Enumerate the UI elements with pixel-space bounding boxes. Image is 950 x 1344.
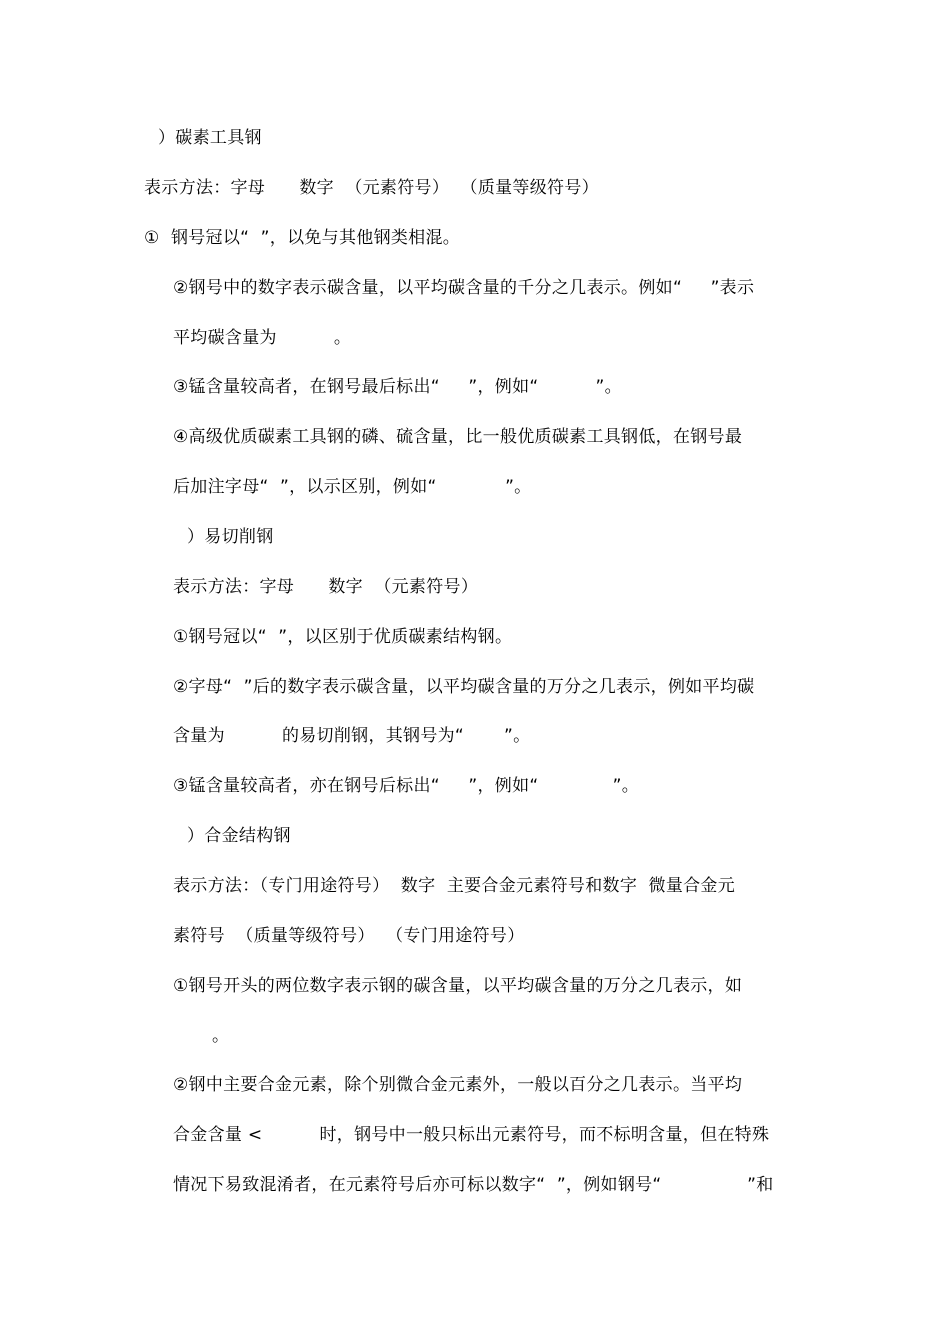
paragraph-line: 合金含量 < 时，钢号中一般只标出元素符号，而不标明含量，但在特殊 [173, 1125, 770, 1145]
paragraph-line: ②字母“ ”后的数字表示碳含量，以平均碳含量的万分之几表示，例如平均碳 [173, 677, 755, 697]
paragraph-line: 平均碳含量为 。 [173, 328, 352, 348]
paragraph-line: 含量为 的易切削钢，其钢号为“ ”。 [173, 726, 531, 746]
paragraph-line: ③锰含量较高者，亦在钢号后标出“ ”，例如“ ”。 [173, 776, 640, 796]
paragraph-line: ①钢号冠以“ ”，以区别于优质碳素结构钢。 [173, 627, 513, 647]
paragraph-line: ③锰含量较高者，在钢号最后标出“ ”，例如“ ”。 [173, 377, 622, 397]
paragraph-line: ① 钢号冠以“ ”，以免与其他钢类相混。 [144, 228, 461, 248]
paragraph-line: ①钢号开头的两位数字表示钢的碳含量，以平均碳含量的万分之几表示，如 [173, 976, 743, 996]
notation-method-line: 表示方法：字母 数字 （元素符号） [173, 577, 479, 597]
section-heading-alloy-structural-steel: ）合金结构钢 [187, 826, 291, 846]
notation-method-line: 表示方法：字母 数字 （元素符号） （质量等级符号） [144, 178, 599, 198]
paragraph-line: 情况下易致混淆者，在元素符号后亦可标以数字“ ”，例如钢号“ ”和 [173, 1175, 774, 1195]
section-heading-free-cutting-steel: ）易切削钢 [187, 527, 274, 547]
paragraph-line: ②钢中主要合金元素，除个别微合金元素外，一般以百分之几表示。当平均 [173, 1075, 743, 1095]
paragraph-line: 。 [212, 1026, 230, 1046]
paragraph-line: 素符号 （质量等级符号） （专门用途符号） [173, 926, 525, 946]
notation-method-line: 表示方法：（专门用途符号） 数字 主要合金元素符号和数字 微量合金元 [173, 876, 736, 896]
paragraph-line: 后加注字母“ ”，以示区别，例如“ ”。 [173, 477, 532, 497]
section-heading-carbon-tool-steel: ）碳素工具钢 [158, 128, 262, 148]
paragraph-line: ②钢号中的数字表示碳含量，以平均碳含量的千分之几表示。例如“ ”表示 [173, 278, 755, 298]
paragraph-line: ④高级优质碳素工具钢的磷、硫含量，比一般优质碳素工具钢低，在钢号最 [173, 427, 743, 447]
